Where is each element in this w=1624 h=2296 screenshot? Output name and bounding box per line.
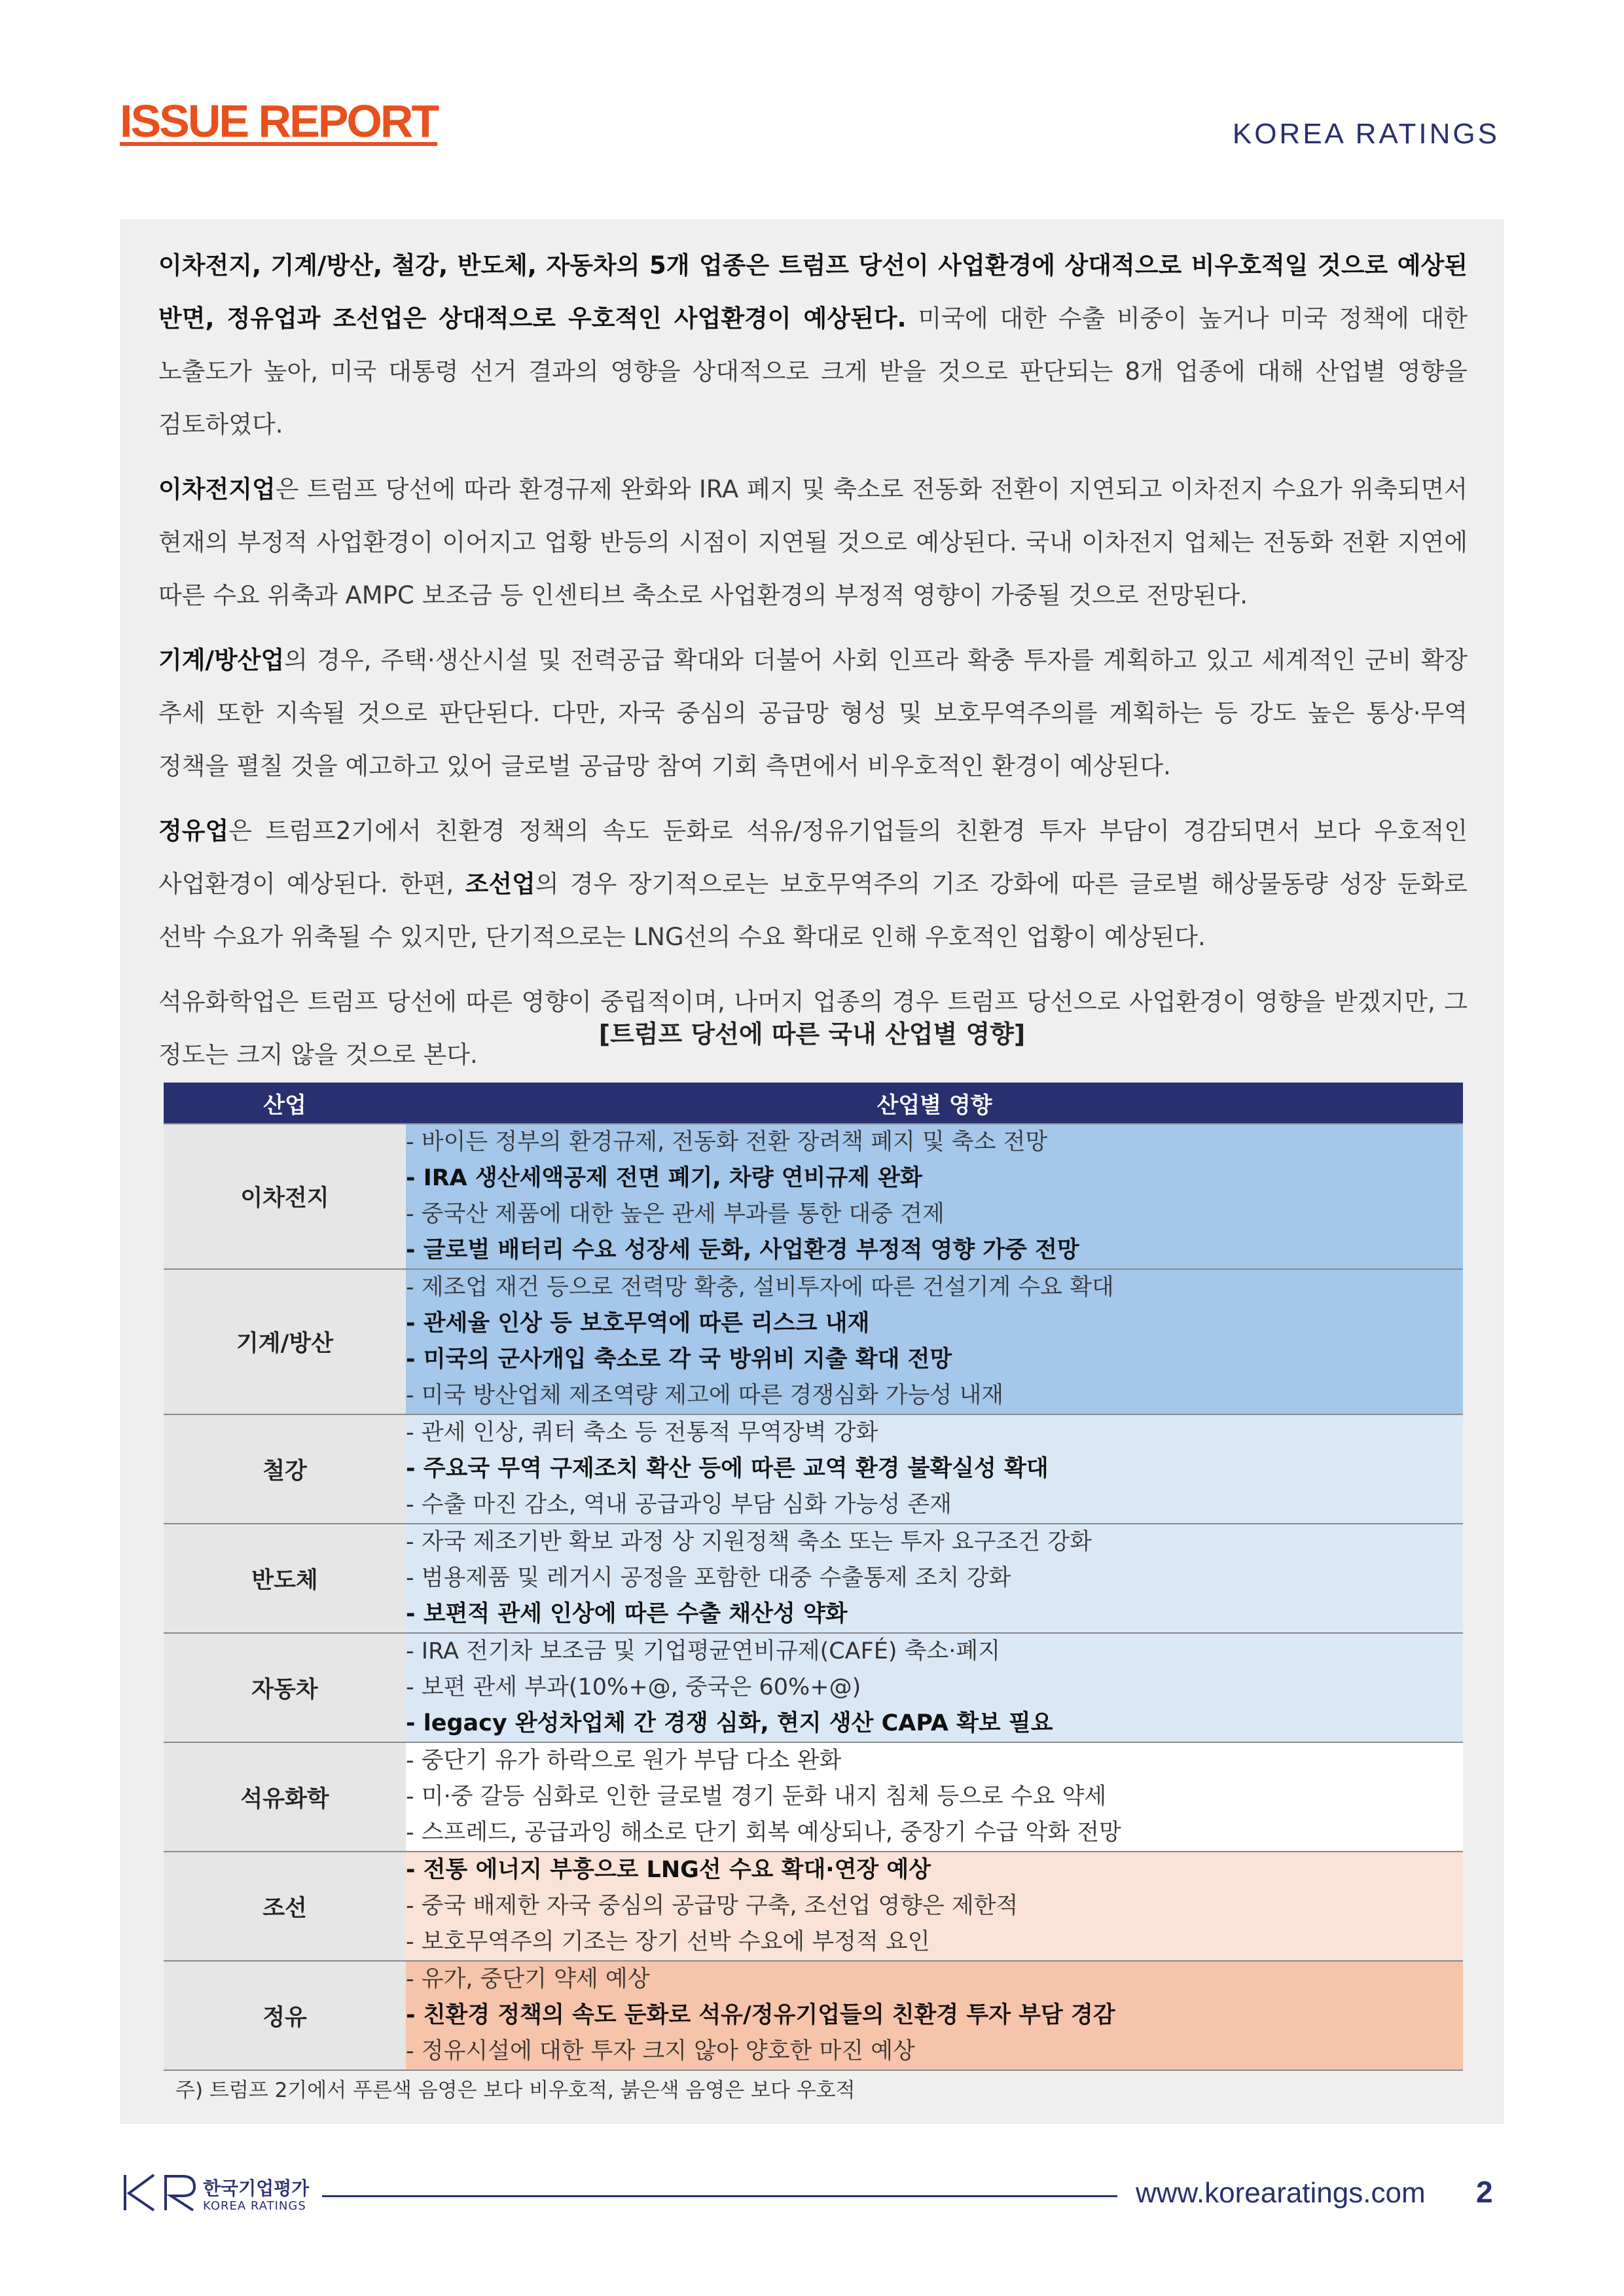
impact-line: - 중단기 유가 하락으로 원가 부담 다소 완화 — [406, 1748, 842, 1774]
footer-divider — [322, 2195, 1117, 2197]
table-row — [164, 1414, 1463, 1524]
industry-name: 기계/방산 — [164, 1269, 406, 1414]
industry-name: 반도체 — [164, 1524, 406, 1633]
impact-cell — [406, 1961, 1463, 2070]
paragraph-run: 의 경우, 주택·생산시설 및 전력공급 확대와 더불어 사회 인프라 확충 투자를 계획하고 있고 세계적인 군비 확장 추세 또한 지속될 것으로 판단된다. 다만, 자국 중심의 공급망 형성 및 보호무역주의를 계획하는 등 강도 높은 통상·무역 정책을 펼칠 것을 예고하고 있어 글로벌 공급망 참여 기회 측면에서 비우호적인 환경이 예상된다. — [158, 646, 1468, 780]
impact-line: - legacy 완성차업체 간 경쟁 심화, 현지 생산 CAPA 확보 필요 — [406, 1710, 1053, 1736]
impact-cell — [406, 1633, 1463, 1742]
table-row — [164, 1524, 1463, 1633]
paragraph — [158, 463, 1468, 622]
industry-name: 자동차 — [164, 1633, 406, 1742]
footer-website-link[interactable]: www.korearatings.com — [1136, 2177, 1426, 2209]
paragraph-run: 은 트럼프2기에서 친환경 정책의 속도 둔화로 석유/정유기업들의 친환경 투자 부담이 경감되면서 보다 우호적인 사업환경이 예상된다. 한편, — [158, 817, 1468, 898]
industry-impact-table — [164, 1083, 1463, 2071]
table-row — [164, 1124, 1463, 1269]
impact-line: - 수출 마진 감소, 역내 공급과잉 부담 심화 가능성 존재 — [406, 1492, 952, 1518]
paragraph-bold-run: 이차전지업 — [158, 475, 276, 503]
table-row — [164, 1852, 1463, 1961]
impact-line: - 글로벌 배터리 수요 성장세 둔화, 사업환경 부정적 영향 가중 전망 — [406, 1237, 1079, 1263]
paragraph-run: 석유화학업은 트럼프 당선에 따른 영향이 중립적이며, 나머지 업종의 경우 트럼프 당선으로 사업환경이 영향을 받겠지만, 그 정도는 크지 않을 것으로 본다. — [158, 988, 1468, 1069]
impact-cell — [406, 1269, 1463, 1414]
industry-name: 이차전지 — [164, 1124, 406, 1269]
impact-line: - IRA 전기차 보조금 및 기업평균연비규제(CAFÉ) 축소·폐지 — [406, 1638, 1001, 1664]
impact-line: - 미국 방산업체 제조역량 제고에 따른 경쟁심화 가능성 내재 — [406, 1382, 1004, 1408]
impact-line: - 관세율 인상 등 보호무역에 따른 리스크 내재 — [406, 1310, 870, 1336]
impact-line: - 보호무역주의 기조는 장기 선박 수요에 부정적 요인 — [406, 1929, 930, 1955]
industry-name: 조선 — [164, 1852, 406, 1961]
paragraph — [158, 239, 1468, 451]
body-text — [158, 239, 1468, 1093]
page-number: 2 — [1476, 2175, 1493, 2209]
table-title: [트럼프 당선에 따른 국내 산업별 영향] — [598, 1020, 1026, 1049]
paragraph-bold-run: 기계/방산업 — [158, 646, 285, 674]
impact-line: - 미·중 갈등 심화로 인한 글로벌 경기 둔화 내지 침체 등으로 수요 약세 — [406, 1784, 1107, 1810]
footer-logo-text: 한국기업평가 — [203, 2178, 310, 2199]
table-row — [164, 1961, 1463, 2070]
impact-line: - 주요국 무역 구제조치 확산 등에 따른 교역 환경 불확실성 확대 — [406, 1456, 1049, 1482]
impact-line: - 스프레드, 공급과잉 해소로 단기 회복 예상되나, 중장기 수급 악화 전망 — [406, 1820, 1121, 1846]
impact-line: - 미국의 군사개입 축소로 각 국 방위비 지출 확대 전망 — [406, 1346, 952, 1372]
impact-line: - 보편적 관세 인상에 따른 수출 채산성 약화 — [406, 1601, 848, 1627]
report-title: ISSUE REPORT — [120, 96, 438, 147]
paragraph — [158, 804, 1468, 963]
paragraph — [158, 634, 1468, 793]
paragraph-bold-run: 이차전지, 기계/방산, 철강, 반도체, 자동차의 5개 업종은 트럼프 당선이 사업환경에 상대적으로 비우호적일 것으로 예상된 반면, 정유업과 조선업은 상대적으로 우호적인 사업환경이 예상된다. — [158, 251, 1468, 332]
paragraph-bold-run: 정유업 — [158, 817, 229, 845]
impact-line: - IRA 생산세액공제 전면 폐기, 차량 연비규제 완화 — [406, 1165, 922, 1191]
impact-line: - 바이든 정부의 환경규제, 전동화 전환 장려책 폐지 및 축소 전망 — [406, 1129, 1048, 1155]
impact-line: - 친환경 정책의 속도 둔화로 석유/정유기업들의 친환경 투자 부담 경감 — [406, 2002, 1115, 2028]
impact-line: - 유가, 중단기 약세 예상 — [406, 1966, 650, 1992]
impact-cell — [406, 1124, 1463, 1269]
impact-line: - 전통 에너지 부흥으로 LNG선 수요 확대·연장 예상 — [406, 1857, 931, 1883]
impact-cell — [406, 1852, 1463, 1961]
impact-line: - 제조업 재건 등으로 전력망 확충, 설비투자에 따른 건설기계 수요 확대 — [406, 1274, 1114, 1300]
impact-line: - 자국 제조기반 확보 과정 상 지원정책 축소 또는 투자 요구조건 강화 — [406, 1529, 1092, 1555]
impact-cell — [406, 1524, 1463, 1633]
impact-line: - 중국산 제품에 대한 높은 관세 부과를 통한 대중 견제 — [406, 1201, 945, 1227]
industry-name: 석유화학 — [164, 1742, 406, 1852]
impact-line: - 중국 배제한 자국 중심의 공급망 구축, 조선업 영향은 제한적 — [406, 1893, 1019, 1919]
table-header-row — [164, 1083, 1463, 1124]
industry-name: 정유 — [164, 1961, 406, 2070]
impact-line: - 범용제품 및 레거시 공정을 포함한 대중 수출통제 조치 강화 — [406, 1565, 1011, 1591]
header-impact: 산업별 영향 — [406, 1083, 1463, 1124]
table-note: 주) 트럼프 2기에서 푸른색 음영은 보다 비우호적, 붉은색 음영은 보다 우호적 — [175, 2079, 856, 2102]
paragraph-bold-run: 조선업 — [465, 870, 535, 898]
header-industry: 산업 — [164, 1083, 406, 1124]
table-row — [164, 1633, 1463, 1742]
paragraph-run: 미국에 대한 수출 비중이 높거나 미국 정책에 대한 노출도가 높아, 미국 대통령 선거 결과의 영향을 상대적으로 크게 받을 것으로 판단되는 8개 업종에 대해 산업별 영향을 검토하였다. — [158, 304, 1468, 439]
brand-name: KOREA RATINGS — [1232, 118, 1500, 150]
table-row — [164, 1742, 1463, 1852]
impact-line: - 관세 인상, 쿼터 축소 등 전통적 무역장벽 강화 — [406, 1420, 878, 1446]
paragraph-run: 은 트럼프 당선에 따라 환경규제 완화와 IRA 폐지 및 축소로 전동화 전환이 지연되고 이차전지 수요가 위축되면서 현재의 부정적 사업환경이 이어지고 업황 반등의 시점이 지연될 것으로 예상된다. 국내 이차전지 업체는 전동화 전환 지연에 따른 수요 위축과 AMPC 보조금 등 인센티브 축소로 사업환경의 부정적 영향이 가중될 것으로 전망된다. — [158, 475, 1468, 609]
footer-logo-subtext: KOREA RATINGS — [203, 2199, 306, 2213]
impact-line: - 보편 관세 부과(10%+@, 중국은 60%+@) — [406, 1674, 861, 1700]
table-row — [164, 1269, 1463, 1414]
paragraph-run: 의 경우 장기적으로는 보호무역주의 기조 강화에 따른 글로벌 해상물동량 성장 둔화로 선박 수요가 위축될 수 있지만, 단기적으로는 LNG선의 수요 확대로 인해 우호적인 업황이 예상된다. — [158, 870, 1468, 951]
industry-name: 철강 — [164, 1414, 406, 1524]
impact-cell — [406, 1414, 1463, 1524]
impact-line: - 정유시설에 대한 투자 크지 않아 양호한 마진 예상 — [406, 2038, 915, 2064]
impact-cell — [406, 1742, 1463, 1852]
